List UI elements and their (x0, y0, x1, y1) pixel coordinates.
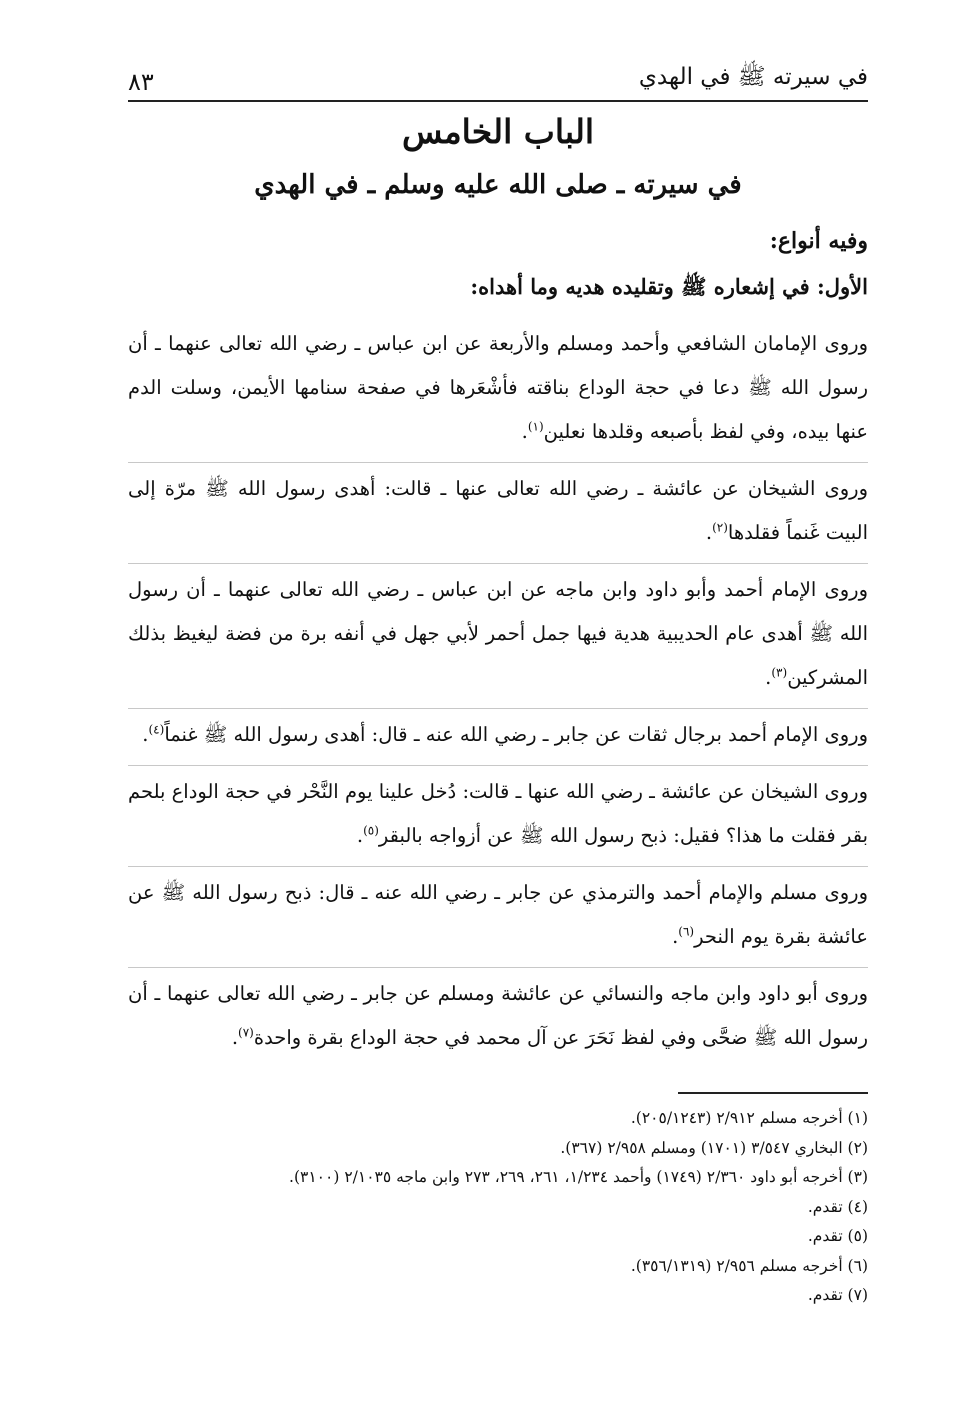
paragraph: وروى أبو داود وابن ماجه والنسائي عن عائشة ومسلم عن جابر ـ رضي الله تعالى عنهما ـ أن رسول الله ﷺ ضحَّى وفي لفظ نَحَرَ عن آل محمد في حجة الوداع بقرة واحدة$^{(٧)}$. (128, 982, 868, 1049)
footnote-5: (٥) تقدم. (807, 1227, 868, 1245)
footnote-ref: (١) (527, 419, 544, 434)
section-heading: الأول: في إشعاره ﷺ وتقليده هديه وما أهداه: (470, 274, 868, 299)
paragraph: وروى الشيخان عن عائشة ـ رضي الله عنها ـ قالت: دُخل علينا يوم النَّحْر في حجة الوداع بلحم بقر فقلت ما هذا؟ فقيل: ذبح رسول الله ﷺ عن أزواجه بالبقر$^{(٥)}$. (128, 766, 868, 867)
running-header (128, 52, 868, 102)
chapter-title: الباب الخامس (401, 112, 595, 151)
footnote-ref: (٤) (148, 722, 165, 737)
footnote-ref: (٧) (238, 1025, 254, 1040)
footnote-ref: (٥) (363, 823, 379, 838)
chapter-subtitle: في سيرته ـ صلى الله عليه وسلم ـ في الهدي (254, 170, 742, 200)
paragraph: وروى الإمام أحمد برجال ثقات عن جابر ـ رضي الله عنه ـ قال: أهدى رسول الله ﷺ غنماً$^{(٤)}$. (128, 709, 868, 766)
body-text (128, 318, 868, 1068)
paragraph-text: وروى مسلم والإمام أحمد والترمذي عن جابر ـ رضي الله عنه ـ قال: ذبح رسول الله ﷺ عن عائشة بقرة يوم النحر (128, 881, 868, 948)
types-label: وفيه أنواع: (769, 228, 868, 254)
footnote-divider (678, 1092, 868, 1094)
footnote-6: (٦) أخرجه مسلم ٢/٩٥٦ (٣٥٦/١٣١٩). (630, 1256, 868, 1275)
paragraph-text: وروى الشيخان عن عائشة ـ رضي الله عنها ـ قالت: دُخل علينا يوم النَّحْر في حجة الوداع بلحم بقر فقلت ما هذا؟ فقيل: ذبح رسول الله ﷺ عن أزواجه بالبقر (128, 780, 868, 847)
footnote-3: (٣) أخرجه أبو داود ٢/٣٦٠ (١٧٤٩) وأحمد ١/٢٣٤، ٢٦١، ٢٦٩، ٢٧٣ وابن ماجه ٢/١٠٣٥ (٣١٠٠). (289, 1168, 868, 1186)
footnote-ref: (٣) (771, 665, 788, 680)
paragraph: وروى الإمامان الشافعي وأحمد ومسلم والأربعة عن ابن عباس ـ رضي الله تعالى عنهما ـ أن رسول الله ﷺ دعا في حجة الوداع بناقته فأشْعَرها في صفحة سنامها الأيمن، وسلت الدم عنها بيده، وفي لفظ بأصبعه وقلدها نعلين$^{(١)}$. (128, 318, 868, 463)
footnote-7: (٧) تقدم. (807, 1286, 868, 1304)
footnote-ref: (٢) (712, 520, 728, 535)
paragraph-text: وروى أبو داود وابن ماجه والنسائي عن عائشة ومسلم عن جابر ـ رضي الله تعالى عنهما ـ أن رسول الله ﷺ ضحَّى وفي لفظ نَحَرَ عن آل محمد في حجة الوداع بقرة واحدة (128, 982, 868, 1049)
paragraph-text: وروى الشيخان عن عائشة ـ رضي الله تعالى عنها ـ قالت: أهدى رسول الله ﷺ مرّة إلى البيت غَنماً فقلدها (128, 477, 868, 544)
page-number: ٨٣ (128, 68, 154, 96)
footnote-1: (١) أخرجه مسلم ٢/٩١٢ (٢٠٥/١٢٤٣). (630, 1109, 868, 1127)
paragraph: وروى الإمام أحمد وأبو داود وابن ماجه عن ابن عباس ـ رضي الله تعالى عنهما ـ أن رسول الله ﷺ أهدى عام الحديبية هدية فيها جمل أحمر لأبي جهل في أنفه برة من فضة ليغيظ بذلك المشركين$^{(٣)}$. (128, 564, 868, 709)
running-title: في سيرته ﷺ في الهدي (638, 64, 868, 90)
footnotes (128, 1104, 868, 1311)
footnote-2: (٢) البخاري ٣/٥٤٧ (١٧٠١) ومسلم ٢/٩٥٨ (٣٦٧). (560, 1138, 868, 1157)
footnote-4: (٤) تقدم. (807, 1197, 868, 1216)
paragraph-text: وروى الإمام أحمد برجال ثقات عن جابر ـ رضي الله عنه ـ قال: أهدى رسول الله ﷺ غنماً (164, 723, 868, 746)
paragraph: وروى الشيخان عن عائشة ـ رضي الله تعالى عنها ـ قالت: أهدى رسول الله ﷺ مرّة إلى البيت غَنماً فقلدها$^{(٢)}$. (128, 463, 868, 564)
paragraph: وروى مسلم والإمام أحمد والترمذي عن جابر ـ رضي الله عنه ـ قال: ذبح رسول الله ﷺ عن عائشة بقرة يوم النحر$^{(٦)}$. (128, 867, 868, 968)
paragraph-text: وروى الإمام أحمد وأبو داود وابن ماجه عن ابن عباس ـ رضي الله تعالى عنهما ـ أن رسول الله ﷺ أهدى عام الحديبية هدية فيها جمل أحمر لأبي جهل في أنفه برة من فضة ليغيظ بذلك المشركين (128, 578, 868, 689)
paragraph-text: وروى الإمامان الشافعي وأحمد ومسلم والأربعة عن ابن عباس ـ رضي الله تعالى عنهما ـ أن رسول الله ﷺ دعا في حجة الوداع بناقته فأشْعَرها في صفحة سنامها الأيمن، وسلت الدم عنها بيده، وفي لفظ بأصبعه وقلدها نعلين (128, 332, 868, 443)
footnote-ref: (٦) (678, 924, 695, 939)
